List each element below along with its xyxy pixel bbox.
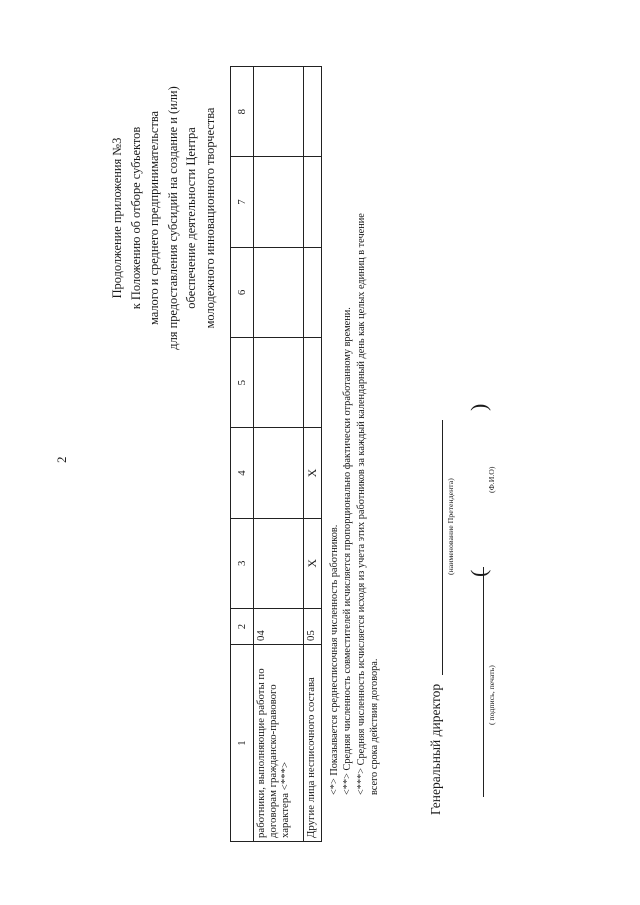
table-cell bbox=[254, 518, 304, 608]
row-name: работники, выполняющие работы по договорам гражданско-правового характера <***> bbox=[254, 645, 304, 842]
header-line: обеспечение деятельности Центра bbox=[184, 127, 198, 309]
name-caption: (наименование Претендента) bbox=[446, 478, 455, 575]
paren-left: ( bbox=[466, 569, 491, 577]
footnote: <***> Средняя численность исчисляется исходя из учета этих работников за каждый календарный день как целых единиц в течение bbox=[355, 213, 367, 795]
column-number: 4 bbox=[231, 428, 254, 518]
paren-right: ) bbox=[466, 403, 491, 411]
column-number: 7 bbox=[231, 157, 254, 247]
header-line: молодежного инновационного творчества bbox=[202, 107, 217, 329]
table-row bbox=[254, 67, 304, 842]
table-cell bbox=[254, 428, 304, 518]
table-row bbox=[304, 67, 322, 842]
table-cell bbox=[254, 67, 304, 157]
signature-caption: ( подпись, печать) bbox=[487, 665, 496, 725]
column-number: 5 bbox=[231, 338, 254, 428]
table-cell bbox=[254, 247, 304, 337]
table-cell: X bbox=[304, 428, 322, 518]
row-code: 05 bbox=[304, 609, 322, 645]
name-line bbox=[442, 420, 443, 675]
footnote: <*> Показывается среднесписочная численность работников. bbox=[329, 524, 340, 795]
table-cell bbox=[304, 67, 322, 157]
column-number: 1 bbox=[231, 645, 254, 842]
page-number: 2 bbox=[54, 456, 69, 463]
staff-table bbox=[230, 66, 322, 842]
signature-line bbox=[483, 567, 484, 797]
header-line: Продолжение приложения №3 bbox=[110, 137, 124, 299]
table-cell bbox=[304, 247, 322, 337]
row-name: Другие лица несписочного состава bbox=[304, 645, 322, 842]
table-cell bbox=[254, 338, 304, 428]
row-code: 04 bbox=[254, 609, 304, 645]
header-line: для предоставления субсидий на создание и (или) bbox=[165, 86, 180, 350]
signatory-title: Генеральный директор bbox=[428, 683, 443, 815]
signature-block bbox=[412, 295, 522, 815]
table-cell bbox=[304, 338, 322, 428]
table-cell bbox=[254, 157, 304, 247]
footnote: <**> Средняя численность совместителей исчисляется пропорционально фактически отработанному времени. bbox=[342, 307, 354, 795]
column-number: 3 bbox=[231, 518, 254, 608]
column-number: 8 bbox=[231, 67, 254, 157]
header-line: малого и среднего предпринимательства bbox=[147, 110, 161, 326]
table-header-row bbox=[231, 67, 254, 842]
footnotes bbox=[328, 35, 381, 795]
column-number: 2 bbox=[231, 609, 254, 645]
column-number: 6 bbox=[231, 247, 254, 337]
footnote: всего срока действия договора. bbox=[368, 658, 380, 795]
table-cell: X bbox=[304, 518, 322, 608]
appendix-header bbox=[108, 53, 219, 383]
fio-caption: (Ф.И.О) bbox=[487, 466, 496, 493]
header-line: к Положению об отборе субъектов bbox=[128, 126, 143, 310]
table-cell bbox=[304, 157, 322, 247]
